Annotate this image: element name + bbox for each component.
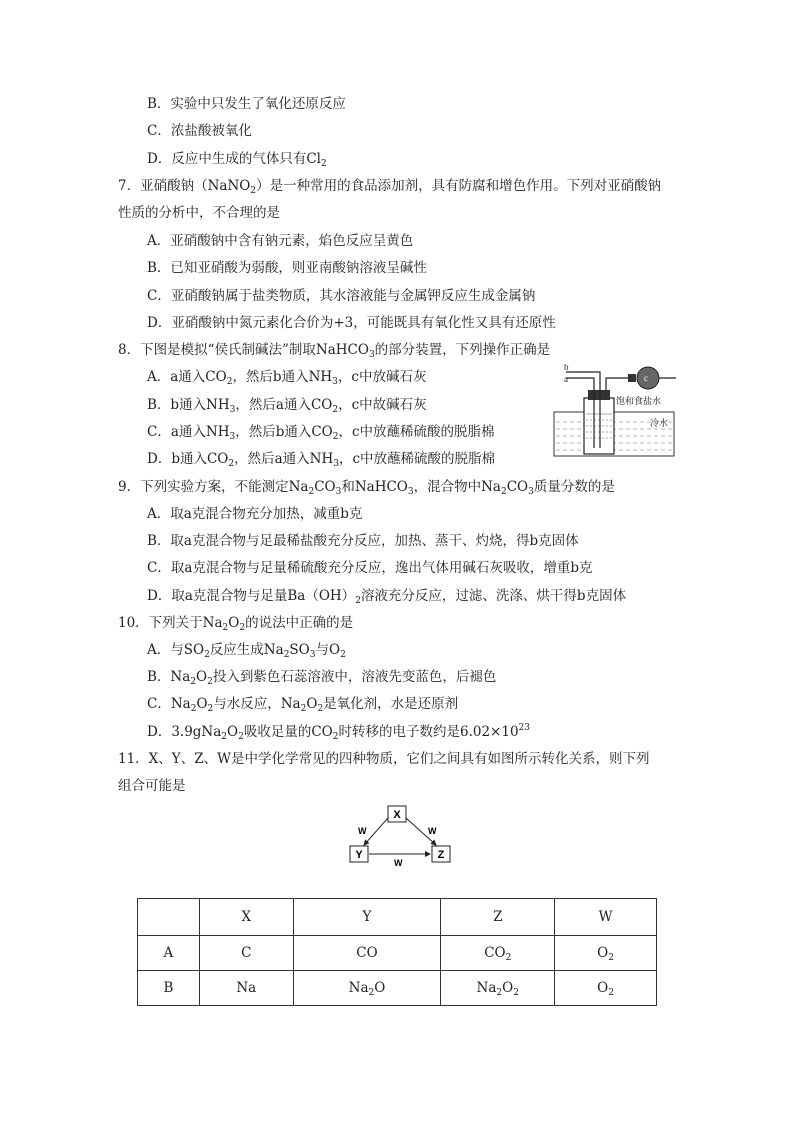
row-a-w: $O_2$ bbox=[555, 936, 657, 971]
q7-option-d: D．亚硝酸钠中氮元素化合价为+3，可能既具有氧化性又具有还原性 bbox=[147, 315, 556, 331]
arrow-x-to-y bbox=[364, 818, 388, 845]
q10-stem: 10．下列关于$Na_2O_2$的说法中正确的是 bbox=[118, 615, 354, 633]
q8-option-c: C．a通入$NH_3$，然后b通入$CO_2$，c中放蘸稀硫酸的脱脂棉 bbox=[147, 424, 495, 442]
header-cell-y: Y bbox=[293, 899, 441, 936]
label-w-left: W bbox=[358, 826, 367, 836]
q9-option-b: B．取a克混合物与足最稀盐酸充分反应，加热、蒸干、灼烧，得b克固体 bbox=[147, 533, 579, 549]
label-c: c bbox=[644, 373, 648, 383]
header-cell-empty bbox=[138, 899, 200, 936]
node-x: X bbox=[393, 809, 401, 821]
outlet-tube bbox=[606, 378, 630, 390]
row-b-x: Na bbox=[199, 971, 293, 1006]
q6-option-d: D．反应中生成的气体只有$Cl_2$ bbox=[147, 151, 327, 169]
q7-option-a: A．亚硝酸钠中含有钠元素，焰色反应呈黄色 bbox=[147, 233, 414, 249]
q8-option-a: A．a通入$CO_2$，然后b通入$NH_3$，c中放碱石灰 bbox=[147, 369, 427, 387]
q10-option-a: A．与$SO_2$反应生成$Na_2SO_3$与$O_2$ bbox=[147, 642, 346, 660]
label-w-right: W bbox=[428, 826, 437, 836]
q6-option-c: C．浓盐酸被氧化 bbox=[147, 123, 252, 139]
q9-option-d: D．取a克混合物与足量$Ba(OH)_2$溶液充分反应，过滤、洗涤、烘干得b克固体 bbox=[147, 588, 627, 606]
row-b-y: $Na_2O$ bbox=[293, 971, 441, 1006]
q11-conversion-diagram bbox=[348, 804, 458, 866]
table-row-a bbox=[138, 936, 657, 971]
q6-option-b: B．实验中只发生了氧化还原反应 bbox=[147, 96, 346, 112]
stopper bbox=[588, 390, 610, 400]
row-a-z: $CO_2$ bbox=[441, 936, 555, 971]
label-brine: 饱和食盐水 bbox=[616, 397, 662, 407]
header-cell-x: X bbox=[199, 899, 293, 936]
q10-option-d: D．$3.9gNa_2O_2$吸收足量的$CO_2$时转移的电子数约是$6.02\times 10^{23}$ bbox=[147, 723, 530, 742]
node-z: Z bbox=[437, 849, 445, 861]
q9-option-a: A．取a克混合物充分加热，减重b克 bbox=[147, 506, 363, 522]
q8-option-b: B．b通入$NH_3$，然后a通入$CO_2$，c中故碱石灰 bbox=[147, 397, 427, 415]
q7-stem-line1: 7．亚硝酸钠（NaNO$_2$）是一种常用的食品添加剂，具有防腐和增色作用。下列对亚硝酸钠 bbox=[118, 178, 662, 196]
q11-stem-line1: 11．X、Y、Z、W是中学化学常见的四种物质，它们之间具有如图所示转化关系，则下列 bbox=[118, 751, 650, 767]
label-a: a bbox=[564, 374, 568, 384]
q7-option-c: C．亚硝酸钠属于盐类物质，其水溶液能与金属钾反应生成金属钠 bbox=[147, 288, 536, 304]
table-header-row bbox=[138, 899, 657, 936]
row-b-z: $Na_2O_2$ bbox=[441, 971, 555, 1006]
q9-stem: 9．下列实验方案，不能测定$Na_2CO_3$和NaHCO$_3$，混合物中$Na_2CO_3$质量分数的是 bbox=[118, 479, 615, 497]
q9-option-c: C．取a克混合物与足量稀硫酸充分反应，逸出气体用碱石灰吸收，增重b克 bbox=[147, 560, 593, 576]
q10-option-b: B．$Na_2O_2$投入到紫色石蕊溶液中，溶液先变蓝色，后褪色 bbox=[147, 669, 497, 687]
row-a-label: A bbox=[138, 936, 200, 971]
q11-stem-line2: 组合可能是 bbox=[118, 778, 186, 794]
q8-option-d: D．b通入$CO_2$，然后a通入$NH_3$，c中放蘸稀硫酸的脱脂棉 bbox=[147, 451, 496, 469]
label-w-bottom: W bbox=[394, 858, 403, 866]
header-cell-z: Z bbox=[441, 899, 555, 936]
q11-options-table bbox=[137, 898, 657, 1006]
q8-apparatus-figure bbox=[548, 364, 688, 460]
drying-bulb-c bbox=[637, 367, 659, 389]
row-b-label: B bbox=[138, 971, 200, 1006]
table-row-b bbox=[138, 971, 657, 1006]
q10-option-c: C．$Na_2O_2$与水反应，$Na_2O_2$是氧化剂，水是还原剂 bbox=[147, 696, 459, 714]
node-y: Y bbox=[355, 849, 363, 861]
q7-option-b: B．已知亚硝酸为弱酸，则亚南酸钠溶液呈碱性 bbox=[147, 260, 427, 276]
header-cell-w: W bbox=[555, 899, 657, 936]
connector bbox=[628, 374, 636, 382]
row-b-w: $O_2$ bbox=[555, 971, 657, 1006]
q8-stem: 8．下图是模拟“侯氏制碱法”制取NaHCO$_3$的部分装置，下列操作正确是 bbox=[118, 342, 551, 360]
row-a-x: C bbox=[199, 936, 293, 971]
label-cold-water: 冷水 bbox=[650, 419, 669, 429]
label-b: b bbox=[564, 364, 569, 372]
q7-stem-line2: 性质的分析中，不合理的是 bbox=[118, 205, 280, 221]
row-a-y: CO bbox=[293, 936, 441, 971]
